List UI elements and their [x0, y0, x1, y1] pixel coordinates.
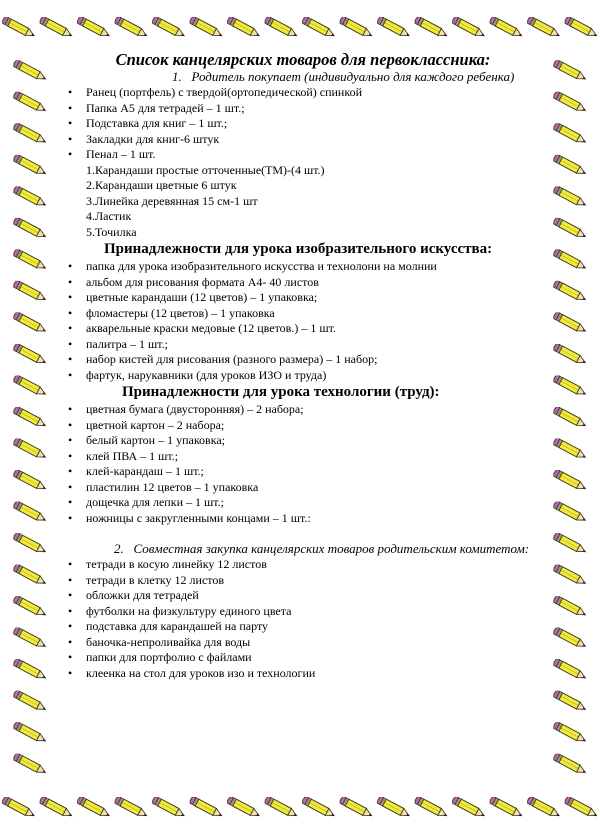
pencil-icon — [13, 500, 48, 524]
pencil-icon — [13, 563, 48, 587]
pencil-border-left — [0, 55, 60, 780]
pencil-strip — [0, 0, 600, 55]
list-item: • цветная бумага (двусторонняя) – 2 набора; — [64, 402, 542, 418]
pencil-icon — [13, 469, 48, 493]
pencil-icon — [13, 185, 48, 209]
pencil-icon — [553, 185, 588, 209]
pencil-icon — [13, 248, 48, 272]
pencil-icon — [301, 796, 336, 820]
pencil-icon — [13, 280, 48, 304]
list-item: • пластилин 12 цветов – 1 упаковка — [64, 480, 542, 496]
pencil-icon — [553, 595, 588, 619]
list-item: • баночка-непроливайка для воды — [64, 635, 542, 651]
pencil-icon — [553, 248, 588, 272]
list-item: 3.Линейка деревянная 15 см-1 шт — [86, 193, 258, 208]
pencil-icon — [13, 437, 48, 461]
list-item: • обложки для тетрадей — [64, 588, 542, 604]
pencil-icon — [226, 16, 261, 40]
pencil-icon — [553, 658, 588, 682]
list-item: • набор кистей для рисования (разного размера) – 1 набор; — [64, 352, 542, 368]
pencil-icon — [114, 796, 149, 820]
pencil-icon — [553, 690, 588, 714]
pencil-icon — [264, 16, 299, 40]
pencil-icon — [553, 721, 588, 745]
pencil-icon — [13, 690, 48, 714]
pencil-icon — [553, 753, 588, 777]
pencil-icon — [189, 16, 224, 40]
pencil-icon — [553, 91, 588, 115]
pencil-icon — [1, 16, 36, 40]
list-item: 2.Карандаши цветные 6 штук — [86, 178, 237, 192]
pencil-icon — [553, 532, 588, 556]
list-item: • фартук, нарукавники (для уроков ИЗО и труда) — [64, 368, 542, 384]
list-item: • папка для урока изобразительного искусства и технолони на молнии — [64, 259, 542, 275]
list-item: • клеенка на стол для уроков изо и технологии — [64, 666, 542, 682]
pencil-icon — [13, 91, 48, 115]
section-1-heading: 1. Родитель покупает (индивидуально для каждого ребенка) — [172, 69, 515, 84]
list-item: • Подставка для книг – 1 шт.; — [64, 116, 542, 132]
pencil-icon — [13, 626, 48, 650]
pencil-icon — [553, 59, 588, 83]
pencil-icon — [13, 753, 48, 777]
list-item: • папки для портфолио с файлами — [64, 650, 542, 666]
pencil-icon — [339, 796, 374, 820]
list-item: • цветные карандаши (12 цветов) – 1 упаковка; — [64, 290, 542, 306]
pencil-icon — [414, 16, 449, 40]
pencil-border-top — [0, 0, 600, 55]
pencil-icon — [553, 374, 588, 398]
list-item: • ножницы с закругленными концами – 1 шт.: — [64, 511, 542, 527]
list-item: • подставка для карандашей на парту — [64, 619, 542, 635]
pencil-icon — [553, 406, 588, 430]
list-item: • Закладки для книг-6 штук — [64, 132, 542, 148]
list-item: • клей-карандаш – 1 шт.; — [64, 464, 542, 480]
list-item: • дощечка для лепки – 1 шт.; — [64, 495, 542, 511]
pencil-strip — [0, 55, 60, 780]
tech-list — [64, 402, 542, 526]
art-list — [64, 259, 542, 383]
list-item: 5.Точилка — [86, 224, 137, 239]
pencil-icon — [553, 122, 588, 146]
pencil-case-contents — [64, 163, 542, 241]
pencil-icon — [553, 626, 588, 650]
pencil-icon — [151, 16, 186, 40]
art-heading: Принадлежности для урока изобразительного искусства: — [104, 241, 493, 257]
pencil-border-bottom — [0, 780, 600, 838]
list-item: • тетради в клетку 12 листов — [64, 573, 542, 589]
pencil-icon — [39, 796, 74, 820]
list-item: • клей ПВА – 1 шт.; — [64, 449, 542, 465]
pencil-icon — [414, 796, 449, 820]
pencil-icon — [553, 154, 588, 178]
section-2-heading: 2. Совместная закупка канцелярских товаров родительским комитетом: — [114, 541, 530, 556]
pencil-icon — [553, 437, 588, 461]
pencil-icon — [13, 406, 48, 430]
section-2-list — [64, 557, 542, 681]
pencil-icon — [13, 595, 48, 619]
pencil-icon — [114, 16, 149, 40]
section-1-list — [64, 85, 542, 163]
pencil-icon — [526, 796, 561, 820]
pencil-icon — [39, 16, 74, 40]
pencil-icon — [13, 658, 48, 682]
pencil-icon — [553, 311, 588, 335]
pencil-icon — [151, 796, 186, 820]
pencil-icon — [564, 16, 599, 40]
pencil-icon — [13, 343, 48, 367]
pencil-icon — [564, 796, 599, 820]
pencil-icon — [553, 500, 588, 524]
pencil-icon — [553, 469, 588, 493]
pencil-icon — [553, 343, 588, 367]
list-item: • палитра – 1 шт.; — [64, 337, 542, 353]
list-item: • Папка А5 для тетрадей – 1 шт.; — [64, 101, 542, 117]
list-item: • Пенал – 1 шт. — [64, 147, 542, 163]
list-item: • альбом для рисования формата А4- 40 листов — [64, 275, 542, 291]
pencil-icon — [301, 16, 336, 40]
list-item: • футболки на физкультуру единого цвета — [64, 604, 542, 620]
pencil-icon — [553, 563, 588, 587]
list-item: 1.Карандаши простые отточенные(ТМ)-(4 шт.) — [86, 162, 325, 177]
pencil-icon — [451, 16, 486, 40]
pencil-icon — [226, 796, 261, 820]
tech-heading: Принадлежности для урока технологии (труд): — [122, 384, 440, 400]
pencil-icon — [376, 16, 411, 40]
pencil-icon — [13, 217, 48, 241]
pencil-icon — [526, 16, 561, 40]
pencil-border-right — [540, 55, 600, 780]
pencil-icon — [76, 796, 111, 820]
pencil-icon — [1, 796, 36, 820]
list-item: • цветной картон – 2 набора; — [64, 418, 542, 434]
pencil-icon — [451, 796, 486, 820]
page-title: Список канцелярских товаров для первоклассника: — [115, 50, 491, 69]
pencil-strip — [0, 780, 600, 835]
pencil-icon — [13, 721, 48, 745]
pencil-icon — [189, 796, 224, 820]
pencil-strip — [540, 55, 600, 780]
list-item: • фломастеры (12 цветов) – 1 упаковка — [64, 306, 542, 322]
list-item: • белый картон – 1 упаковка; — [64, 433, 542, 449]
pencil-icon — [13, 532, 48, 556]
pencil-icon — [489, 16, 524, 40]
pencil-icon — [76, 16, 111, 40]
pencil-icon — [13, 59, 48, 83]
list-item: • акварельные краски медовые (12 цветов.) – 1 шт. — [64, 321, 542, 337]
pencil-icon — [339, 16, 374, 40]
list-item: • Ранец (портфель) с твердой(ортопедической) спинкой — [64, 85, 542, 101]
document-body — [64, 51, 542, 681]
pencil-icon — [13, 374, 48, 398]
pencil-icon — [264, 796, 299, 820]
pencil-icon — [13, 122, 48, 146]
pencil-icon — [553, 217, 588, 241]
pencil-icon — [553, 280, 588, 304]
pencil-icon — [13, 154, 48, 178]
pencil-icon — [489, 796, 524, 820]
pencil-icon — [376, 796, 411, 820]
list-item: 4.Ластик — [86, 209, 132, 223]
pencil-icon — [13, 311, 48, 335]
list-item: • тетради в косую линейку 12 листов — [64, 557, 542, 573]
